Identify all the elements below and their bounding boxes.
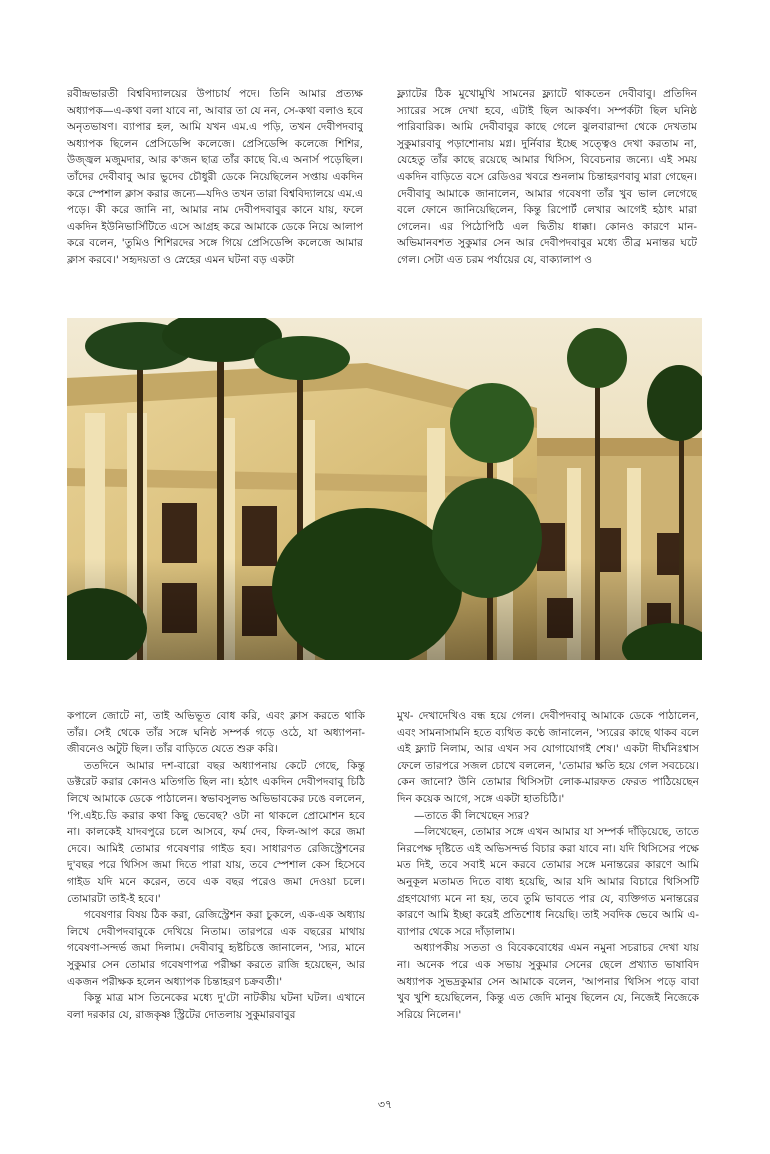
building-photo [67, 318, 702, 660]
paragraph: কপালে জোটে না, তাই অভিভূত বোধ করি, এবং ক্লাস করতে থাকি তাঁর। সেই থেকে তাঁর সঙ্গে ঘনিষ্ঠ সম্পর্ক গড়ে ওঠে, যা অধ্যাপনা-জীবনেও অটুট ছিল। তাঁর বাড়িতে যেতে শুরু করি। [67, 710, 365, 756]
column-top-left [67, 86, 363, 302]
column-bottom-left [67, 708, 365, 1080]
paragraph: অধ্যাপকীয় সততা ও বিবেকবোধের এমন নমুনা সচরাচর দেখা যায় না। অনেক পরে এক সভায় সুকুমার সেনের ছেলে প্রখ্যাত ভাষাবিদ অধ্যাপক সুভদ্রকুমার সেন আমাকে বলেন, 'আপনার থিসিস পড়ে বাবা খুব খুশি হয়েছিলেন, কিন্তু এত জেদি মানুষ ছিলেন যে, নিজেই নিজেকে সরিয়ে নিলেন।' [397, 942, 699, 1021]
paragraph: মুখ- দেখাদেখিও বন্ধ হয়ে গেল। দেবীপদবাবু আমাকে ডেকে পাঠালেন, এবং সামনাসামনি হতে ব্যথিত কণ্ঠে জানালেন, 'স্যরের কাছে থাকব বলে এই ফ্ল্যাট নিলাম, আর এখন সব যোগাযোগই শেষ।' একটা দীর্ঘনিঃশ্বাস ফেলে তারপরে সজল চোখে বললেন, 'তোমার ক্ষতি হয়ে গেল সবচেয়ে। কেন জানো? উনি তোমার থিসিসটা লোক-মারফত ফেরত পাঠিয়েছেন দিন কয়েক আগে, সঙ্গে একটা হাতচিঠি।' [397, 710, 699, 805]
paragraph: —লিখেছেন, তোমার সঙ্গে এখন আমার যা সম্পর্ক দাঁড়িয়েছে, তাতে নিরপেক্ষ দৃষ্টিতে এই অভিসন্দর্ভ বিচার করা যাবে না। যদি থিসিসের পক্ষে মত দিই, তবে সবাই মনে করবে তোমার সঙ্গে মনান্তরের কারণে আমি অনুকূল মতামত দিতে বাধ্য হয়েছি, আর যদি আমার বিচারে থিসিসটি গ্রহণযোগ্য মনে না হয়, তবে তুমি ভাবতে পার যে, ব্যক্তিগত মনান্তরের কারণে আমি ইচ্ছা করেই প্রতিশোধ নিয়েছি। তাই সবদিক ভেবে আমি এ-ব্যাপার থেকে সরে দাঁড়ালাম। [397, 826, 699, 938]
column-bottom-right [397, 708, 699, 1080]
column-top-right [397, 86, 697, 302]
paragraph: ততদিনে আমার দশ-বারো বছর অধ্যাপনায় কেটে গেছে, কিন্তু ডক্টরেট করার কোনও মতিগতি ছিল না। হঠাৎ একদিন দেবীপদবাবু চিঠি লিখে আমাকে ডেকে পাঠালেন। স্বভাবসুলভ অভিভাবকের ঢঙে বললেন, 'পি.এইচ.ডি করার কথা কিছু ভেবেছ? ওটা না থাকলে প্রোমোশন হবে না। কালকেই যাদবপুরে চলে আসবে, ফর্ম দেব, ফিল-আপ করে জমা দেবে। আমিই তোমার গবেষণার গাইড হব। সাধারণত রেজিস্ট্রেশনের দু'বছর পরে থিসিস জমা দিতে পারা যায়, তবে স্পেশাল কেস হিসেবে গাইড যদি মনে করেন, তবে এক বছর পরেও জমা দেওয়া চলে। তোমারটা তাই-ই হবে।' [67, 759, 365, 905]
paragraph: গবেষণার বিষয় ঠিক করা, রেজিস্ট্রেশন করা চুকলে, এক-এক অধ্যায় লিখে দেবীপদবাবুকে দেখিয়ে নিতাম। তারপরে এক বছরের মাথায় গবেষণা-সন্দর্ভ জমা দিলাম। দেবীবাবু হৃষ্টচিত্তে জানালেন, 'স্যর, মানে সুকুমার সেন তোমার গবেষণাপত্র পরীক্ষা করতে রাজি হয়েছেন, আর একজন পরীক্ষক হলেন অধ্যাপক চিন্তাহরণ চক্রবর্তী।' [67, 909, 365, 988]
paragraph: রবীন্দ্রভারতী বিশ্ববিদ্যালয়ের উপাচার্য পদে। তিনি আমার প্রত্যক্ষ অধ্যাপক—এ-কথা বলা যাবে না, আবার তা যে নন, সে-কথা বলাও হবে অনৃতভাষণ। ব্যাপার হল, আমি যখন এম.এ পড়ি, তখন দেবীপদবাবু অধ্যাপক ছিলেন প্রেসিডেন্সি কলেজে। প্রেসিডেন্সি কলেজে শিশির, উজ্জ্বল মজুমদার, আর ক'জন ছাত্র তাঁর কাছে বি.এ অনার্স পড়েছিল। তাঁদের দেবীবাবু আর ভুদেব চৌধুরী ডেকে নিয়েছিলেন সপ্তায় একদিন করে স্পেশাল ক্লাস করার জন্যে—যদিও তখন তারা বিশ্ববিদ্যালয়ে এম.এ পড়ে। কী করে জানি না, আমার নাম দেবীপদবাবুর কানে যায়, ফলে একদিন ইউনিভার্সিটিতে এসে আগ্রহ করে আমাকে ডেকে নিয়ে আলাপ করে বলেন, 'তুমিও শিশিরদের সঙ্গে গিয়ে প্রেসিডেন্সি কলেজে আমার ক্লাস করবে।' সহৃদয়তা ও স্নেহের এমন ঘটনা বড় একটা [67, 88, 363, 266]
paragraph: ফ্ল্যাটের ঠিক মুখোমুখি সামনের ফ্ল্যাটে থাকতেন দেবীবাবু। প্রতিদিন স্যারের সঙ্গে দেখা হবে, এটাই ছিল আকর্ষণ। সম্পর্কটা ছিল ঘনিষ্ঠ পারিবারিক। আমি দেবীবাবুর কাছে গেলে ঝুলবারান্দা থেকে দেখতাম সুকুমারবাবু পড়াশোনায় মগ্ন। দুর্নিবার ইচ্ছে সত্ত্বেও দেখা করতাম না, যেহেতু তাঁর কাছে রয়েছে আমার থিসিস, বিবেচনার জন্যে। এই সময় একদিন বাড়িতে বসে রেডিওর খবরে শুনলাম চিন্তাহরণবাবু মারা গেছেন। দেবীবাবু আমাকে জানালেন, আমার গবেষণা তাঁর খুব ভাল লেগেছে বলে ফোনে জানিয়েছিলেন, কিন্তু রিপোর্ট লেখার আগেই হঠাৎ মারা গেলেন। এর পিঠোপিঠি এল দ্বিতীয় ধাক্কা। কোনও কারণে মান-অভিমানবশত সুকুমার সেন আর দেবীপদবাবুর মধ্যে তীব্র মনান্তর ঘটে গেল। সেটা এত চরম পর্যায়ের যে, বাক্যালাপ ও [397, 88, 697, 266]
page-number: ৩৭ [377, 1098, 393, 1111]
building-illustration [67, 318, 702, 660]
paragraph: —তাতে কী লিখেছেন স্যর? [413, 809, 530, 822]
paragraph: কিন্তু মাত্র মাস তিনেকের মধ্যে দু'টো নাটকীয় ঘটনা ঘটল। এখানে বলা দরকার যে, রাজকৃষ্ণ স্ট্রিটের দোতলায় সুকুমারবাবুর [67, 992, 365, 1021]
